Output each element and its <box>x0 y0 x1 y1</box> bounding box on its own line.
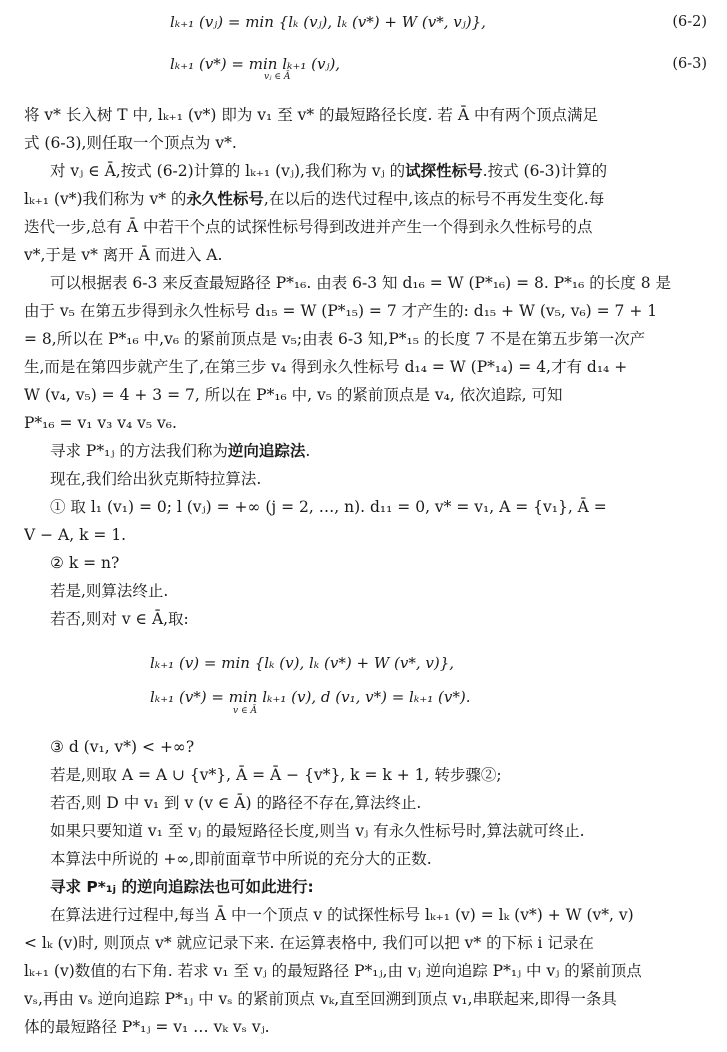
paragraph-line: 体的最短路径 P*₁ⱼ = v₁ … vₖ vₛ vⱼ. <box>24 1018 270 1036</box>
paragraph-line: = 8,所以在 P*₁₆ 中,v₆ 的紧前顶点是 v₅;由表 6-3 知,P*₁₅ 的长度 7 不是在第五步第一次产 <box>24 330 646 348</box>
paragraph-line: 若否,则对 v ∈ Ā,取: <box>50 610 189 628</box>
paragraph-line: P*₁₆ = v₁ v₃ v₄ v₅ v₆. <box>24 414 177 432</box>
paragraph-line: 将 v* 长入树 T 中, lₖ₊₁ (v*) 即为 v₁ 至 v* 的最短路径长度. 若 Ā 中有两个顶点满足 <box>24 106 598 124</box>
equation-number: (6-3) <box>672 56 707 72</box>
paragraph-line: V − A, k = 1. <box>24 526 127 544</box>
algorithm-step-2: ② k = n? <box>50 554 120 572</box>
paragraph-line: 式 (6-3),则任取一个顶点为 v*. <box>24 134 237 152</box>
paragraph-line: 若是,则算法终止. <box>50 582 169 600</box>
equation-number: (6-2) <box>672 14 707 30</box>
paragraph-line: W (v₄, v₅) = 4 + 3 = 7, 所以在 P*₁₆ 中, v₅ 的紧前顶点是 v₄, 依次追踪, 可知 <box>24 386 563 404</box>
equation-6-3: lₖ₊₁ (v*) = min lₖ₊₁ (vⱼ), <box>170 55 341 73</box>
term-bold: 试探性标号 <box>405 162 483 180</box>
text-span: .按式 (6-3)计算的 <box>482 162 608 180</box>
paragraph-line: 在算法进行过程中,每当 Ā 中一个顶点 v 的试探性标号 lₖ₊₁ (v) = lₖ (v*) + W (v*, v) <box>50 906 634 924</box>
algorithm-formula: lₖ₊₁ (v*) = min lₖ₊₁ (v), d (v₁, v*) = lₖ₊₁ (v*). <box>150 688 471 706</box>
paragraph-line: 本算法中所说的 +∞,即前面章节中所说的充分大的正数. <box>50 850 432 868</box>
paragraph-line: lₖ₊₁ (v)数值的右下角. 若求 v₁ 至 vⱼ 的最短路径 P*₁ⱼ,由 vⱼ 逆向追踪 P*₁ⱼ 中 vⱼ 的紧前顶点 <box>24 962 642 980</box>
paragraph-line: vₛ,再由 vₛ 逆向追踪 P*₁ⱼ 中 vₛ 的紧前顶点 vₖ,直至回溯到顶点 v₁,串联起来,即得一条具 <box>24 990 617 1008</box>
paragraph-line: 由于 v₅ 在第五步得到永久性标号 d₁₅ = W (P*₁₅) = 7 才产生的: d₁₅ + W (v₅, v₆) = 7 + 1 <box>24 302 658 320</box>
paragraph-line: v*,于是 v* 离开 Ā 而进入 A. <box>24 246 223 264</box>
section-heading: 寻求 P*₁ⱼ 的逆向追踪法也可如此进行: <box>50 878 314 896</box>
equation-6-2: lₖ₊₁ (vⱼ) = min {lₖ (vⱼ), lₖ (v*) + W (v*, vⱼ)}, <box>170 13 486 31</box>
term-bold: 逆向追踪法 <box>227 442 306 460</box>
text-span: 对 vⱼ ∈ Ā,按式 (6-2)计算的 lₖ₊₁ (vⱼ),我们称为 vⱼ 的 <box>50 162 406 180</box>
paragraph-line <box>50 437 707 465</box>
algorithm-formula: lₖ₊₁ (v) = min {lₖ (v), lₖ (v*) + W (v*, v)}, <box>150 654 454 672</box>
equation-subscript: vⱼ ∈ Ā <box>264 72 291 82</box>
paragraph-line: < lₖ (v)时, 则顶点 v* 就应记录下来. 在运算表格中, 我们可以把 v* 的下标 i 记录在 <box>24 934 594 952</box>
formula-subscript: v ∈ Ā <box>233 706 257 716</box>
paragraph-line: 迭代一步,总有 Ā 中若干个点的试探性标号得到改进并产生一个得到永久性标号的点 <box>24 218 593 236</box>
text-span: lₖ₊₁ (v*)我们称为 v* 的 <box>24 190 187 208</box>
algorithm-step-3: ③ d (v₁, v*) < +∞? <box>50 738 195 756</box>
text-span: ,在以后的迭代过程中,该点的标号不再发生变化.每 <box>263 190 605 208</box>
paragraph-line: 若是,则取 A = A ∪ {v*}, Ā = Ā − {v*}, k = k + 1, 转步骤②; <box>50 766 502 784</box>
paragraph-line: 如果只要知道 v₁ 至 vⱼ 的最短路径长度,则当 vⱼ 有永久性标号时,算法就可终止. <box>50 822 585 840</box>
paragraph-line <box>24 185 707 213</box>
paragraph-line: 若否,则 D 中 v₁ 到 v (v ∈ Ā) 的路径不存在,算法终止. <box>50 794 422 812</box>
paragraph-line: 生,而是在第四步就产生了,在第三步 v₄ 得到永久性标号 d₁₄ = W (P*₁₄) = 4,才有 d₁₄ + <box>24 358 628 376</box>
paragraph-line: 可以根据表 6-3 来反查最短路径 P*₁₆. 由表 6-3 知 d₁₆ = W (P*₁₆) = 8. P*₁₆ 的长度 8 是 <box>50 274 672 292</box>
text-span: . <box>305 442 311 460</box>
text-span: 寻求 P*₁ⱼ 的方法我们称为 <box>50 442 228 460</box>
paragraph-line <box>50 157 707 185</box>
paragraph-line: 现在,我们给出狄克斯特拉算法. <box>50 470 262 488</box>
algorithm-step-1: ① 取 l₁ (v₁) = 0; l (vⱼ) = +∞ (j = 2, …, n). d₁₁ = 0, v* = v₁, A = {v₁}, Ā = <box>50 498 607 516</box>
term-bold: 永久性标号 <box>186 190 264 208</box>
